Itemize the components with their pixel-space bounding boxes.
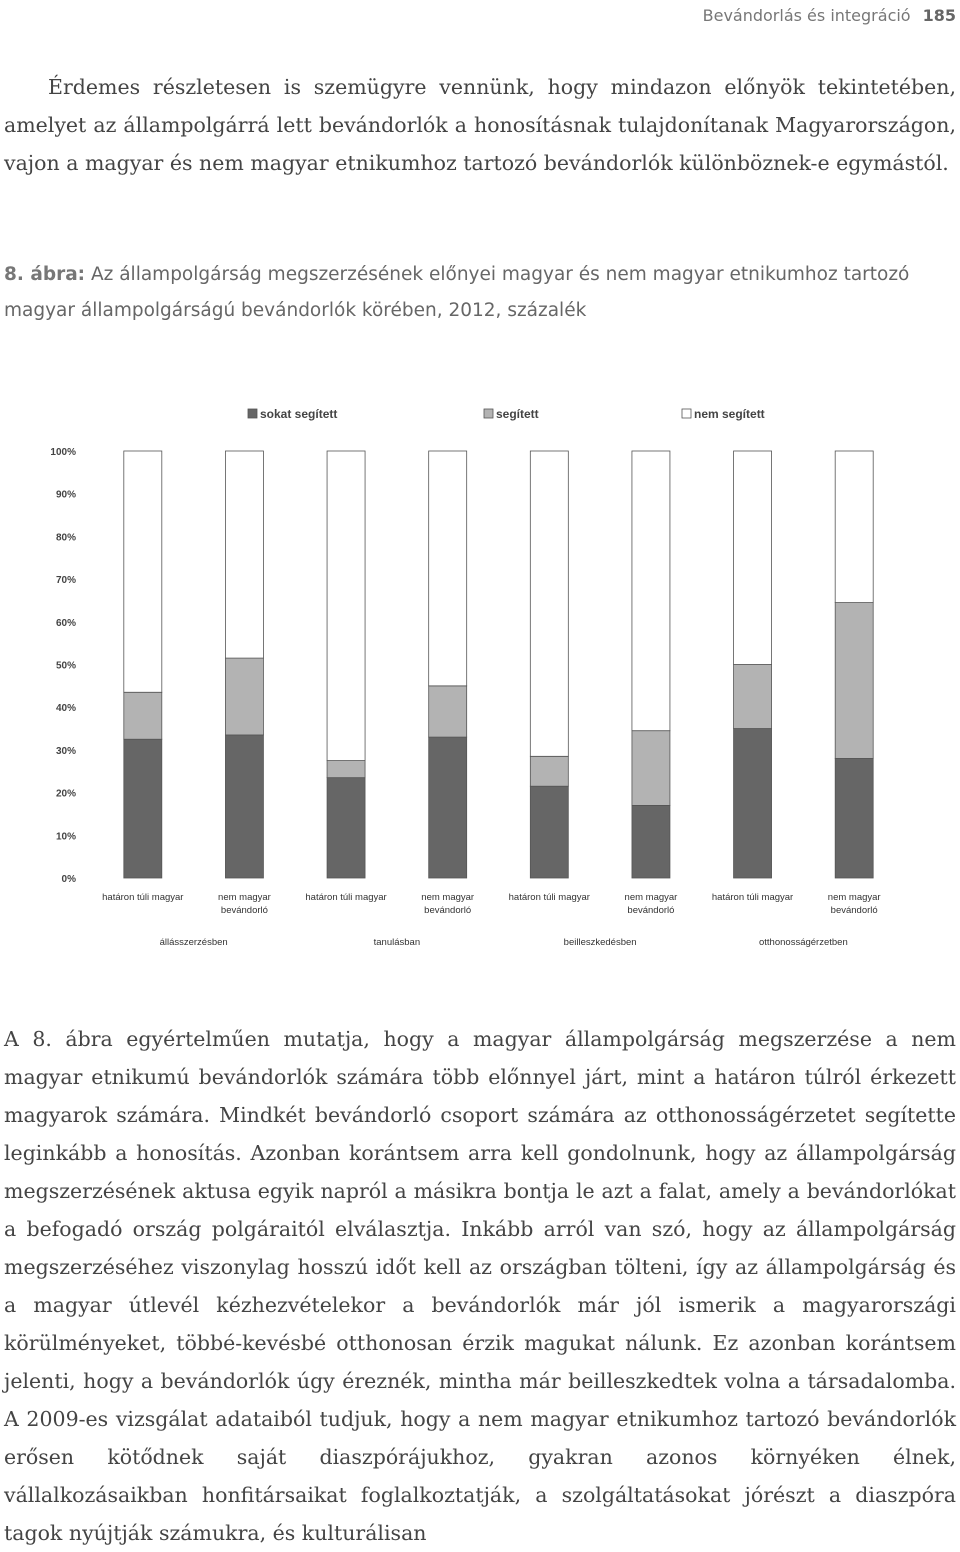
y-tick-label: 80% [55, 532, 76, 544]
category-label: határon túli magyar [305, 892, 387, 903]
bar-segment-2 [327, 761, 365, 778]
bar-segment-1 [124, 739, 162, 878]
bar-segment-1 [429, 737, 467, 878]
bar-segment-1 [530, 786, 568, 878]
group-label: állásszerzésben [159, 937, 228, 948]
bar-segment-3 [429, 451, 467, 686]
legend-swatch [682, 409, 691, 418]
legend-swatch [484, 409, 493, 418]
category-label: nem magyar [421, 892, 475, 903]
y-tick-label: 0% [61, 874, 76, 885]
category-label: határon túli magyar [508, 892, 590, 903]
running-header-title: Bevándorlás és integráció [702, 5, 911, 25]
group-label: otthonosságérzetben [759, 937, 848, 948]
y-tick-label: 90% [55, 489, 76, 501]
intro-paragraph: Érdemes részletesen is szemügyre vennünk, hogy mindazon előnyök tekintetében, amelyet az állampolgárrá lett bevándorlók a honosításnak tulajdonítanak Magyarországon, vajon a magyar és nem magyar etnikumhoz tartozó bevándorlók különböznek-e egymástól. [4, 75, 956, 175]
y-tick-label: 10% [55, 831, 76, 843]
bar-segment-2 [429, 686, 467, 737]
category-label: bevándorló [830, 905, 878, 916]
body-paragraph: A 8. ábra egyértelműen mutatja, hogy a magyar állampolgárság megszerzése a nem magyar etnikumú bevándorlók számára több előnnyel járt, mint a határon túlról érkezett magyarok számára. Mindkét bevándorló csoport számára az otthonosságérzetet segítette leginkább a honosítás. Azonban korántsem arra kell gondolnunk, hogy az állampolgárság megszerzésének aktusa egyik napról a másikra bontja le azt a falat, amely a bevándorlókat a befogadó ország polgáraitól elválasztja. Inkább arról van szó, hogy az állampolgárság megszerzéséhez viszonylag hosszú időt kell az országban tölteni, így az állampolgárság és a magyar útlevél kézhezvételekor a bevándorlók már jól ismerik a magyarországi körülményeket, többé-kevésbé otthonosan érzik magukat nálunk. Ez azonban korántsem jelenti, hogy a bevándorlók úgy éreznék, mintha már beilleszkedtek volna a társadalomba. A 2009-es vizsgálat adataiból tudjuk, hogy a nem magyar etnikumhoz tartozó bevándorlók erősen kötődnek saját diaszpórájukhoz, gyakran azonos környéken élnek, vállalkozásaikban honfitársaikat foglalkoztatják, a szolgáltatásokat jórészt a diaszpóra tagok nyújtják számukra, és kulturálisan [4, 1027, 956, 1545]
bar-segment-3 [734, 451, 772, 665]
figure-caption-text: Az állampolgárság megszerzésének előnyei magyar és nem magyar etnikumhoz tartozó magyar állampolgárságú bevándorlók körében, 2012, százalék [4, 264, 910, 321]
y-tick-label: 100% [50, 447, 76, 458]
bar-segment-2 [124, 692, 162, 739]
y-tick-label: 70% [55, 575, 76, 587]
bar-segment-3 [632, 451, 670, 731]
bar-segment-3 [835, 451, 873, 603]
bar-segment-3 [530, 451, 568, 756]
y-tick-label: 60% [55, 617, 76, 629]
page-number: 185 [922, 5, 956, 25]
group-label: tanulásban [373, 937, 421, 948]
stacked-bar-chart [0, 385, 960, 965]
bar-segment-2 [632, 731, 670, 806]
bar-segment-3 [327, 451, 365, 761]
bar-segment-2 [225, 658, 263, 735]
bar-segment-2 [734, 665, 772, 729]
legend-label: nem segített [694, 407, 765, 421]
bar-segment-3 [124, 451, 162, 692]
category-label: határon túli magyar [711, 892, 794, 903]
bar-segment-3 [225, 451, 263, 658]
category-label: bevándorló [627, 905, 675, 916]
y-tick-label: 50% [55, 660, 76, 672]
category-label: bevándorló [424, 905, 472, 916]
category-label: nem magyar [827, 892, 881, 903]
bar-segment-2 [835, 603, 873, 759]
group-label: beilleszkedésben [563, 937, 637, 948]
category-label: határon túli magyar [102, 892, 184, 903]
bar-segment-1 [835, 758, 873, 878]
bar-segment-1 [327, 778, 365, 878]
y-tick-label: 40% [55, 703, 76, 715]
category-label: nem magyar [218, 892, 271, 903]
category-label: bevándorló [220, 905, 268, 916]
legend-swatch [248, 409, 257, 418]
running-header [703, 0, 956, 30]
y-tick-label: 30% [55, 745, 76, 757]
bar-segment-1 [225, 735, 263, 878]
legend-label: segített [496, 407, 539, 421]
bar-segment-2 [530, 756, 568, 786]
figure-caption [4, 257, 956, 329]
y-tick-label: 20% [55, 788, 76, 800]
bar-segment-1 [632, 805, 670, 878]
category-label: nem magyar [624, 892, 678, 903]
legend-label: sokat segített [260, 407, 338, 421]
bar-segment-1 [734, 729, 772, 878]
figure-label: 8. ábra: [4, 264, 86, 285]
